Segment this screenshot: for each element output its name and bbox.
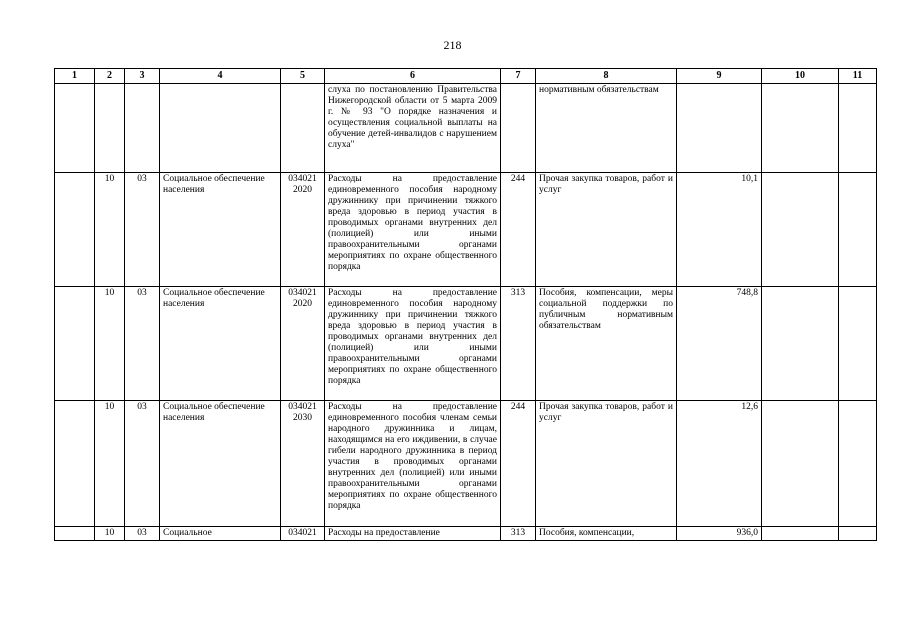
table-row [55,401,877,527]
table-row [55,527,877,541]
subsection-name-cell [160,84,281,173]
target-article-cell: 034021 2020 [281,287,325,401]
table-row [55,84,877,173]
column-header: 6 [325,69,501,84]
table-row [55,287,877,401]
column-header: 11 [839,69,877,84]
target-article-name-cell: Расходы на предоставление единовременного пособия народному дружиннику при причинении тяжкого вреда здоровью в период участия в проводимых органами внутренних дел (полицией) или иными правоохранительными органами мероприятиях по охране общественного порядка [325,173,501,287]
amount-cell [677,84,762,173]
target-article-cell [281,84,325,173]
table-cell [55,84,95,173]
column-header: 8 [536,69,677,84]
subsection-code-cell: 03 [125,401,160,527]
expense-type-name-cell: Прочая закупка товаров, работ и услуг [536,173,677,287]
section-code-cell [95,84,125,173]
target-article-name-cell: слуха по постановлению Правительства Нижегородской области от 5 марта 2009 г. № 93 "О порядке назначения и осуществления социальной выплаты на обучение детей-инвалидов с нарушением слуха" [325,84,501,173]
expense-type-code-cell [501,84,536,173]
subsection-name-cell: Социальное обеспечение населения [160,287,281,401]
table-cell [55,287,95,401]
expense-type-name-cell: Пособия, компенсации, меры социальной поддержки по публичным нормативным обязательствам [536,287,677,401]
table-cell [55,527,95,541]
target-article-cell: 034021 2020 [281,173,325,287]
subsection-code-cell: 03 [125,173,160,287]
target-article-name-cell: Расходы на предоставление единовременного пособия членам семьи народного дружинника и лицам, находящимся на его иждивении, в случае гибели народного дружинника в период участия в проводимых органами внутренних дел (полицией) или иными правоохранительными органами мероприятиях по охране общественного порядка [325,401,501,527]
budget-table [54,68,877,541]
subsection-name-cell: Социальное обеспечение населения [160,173,281,287]
table-cell [762,287,839,401]
subsection-code-cell: 03 [125,527,160,541]
expense-type-code-cell: 313 [501,527,536,541]
column-header: 2 [95,69,125,84]
amount-cell: 936,0 [677,527,762,541]
target-article-name-cell: Расходы на предоставление [325,527,501,541]
table-cell [55,401,95,527]
section-code-cell: 10 [95,173,125,287]
column-header: 7 [501,69,536,84]
table-cell [839,287,877,401]
expense-type-name-cell: Прочая закупка товаров, работ и услуг [536,401,677,527]
target-article-cell: 034021 2030 [281,401,325,527]
amount-cell: 748,8 [677,287,762,401]
subsection-name-cell: Социальное [160,527,281,541]
subsection-name-cell: Социальное обеспечение населения [160,401,281,527]
table-cell [762,401,839,527]
column-header: 1 [55,69,95,84]
table-header-row [55,69,877,84]
section-code-cell: 10 [95,527,125,541]
expense-type-name-cell: нормативным обязательствам [536,84,677,173]
table-cell [839,84,877,173]
table-cell [762,84,839,173]
expense-type-code-cell: 313 [501,287,536,401]
section-code-cell: 10 [95,401,125,527]
target-article-name-cell: Расходы на предоставление единовременного пособия народному дружиннику при причинении тяжкого вреда здоровью в период участия в проводимых органами внутренних дел (полицией) или иными правоохранительными органами мероприятиях по охране общественного порядка [325,287,501,401]
column-header: 10 [762,69,839,84]
table-cell [839,401,877,527]
table-cell [839,173,877,287]
table-cell [762,527,839,541]
expense-type-name-cell: Пособия, компенсации, [536,527,677,541]
column-header: 3 [125,69,160,84]
column-header: 9 [677,69,762,84]
page-number: 218 [443,38,462,52]
amount-cell: 12,6 [677,401,762,527]
target-article-cell: 034021 [281,527,325,541]
subsection-code-cell: 03 [125,287,160,401]
table-row [55,173,877,287]
subsection-code-cell [125,84,160,173]
table-cell [55,173,95,287]
section-code-cell: 10 [95,287,125,401]
table-cell [839,527,877,541]
table-cell [762,173,839,287]
amount-cell: 10,1 [677,173,762,287]
expense-type-code-cell: 244 [501,173,536,287]
column-header: 5 [281,69,325,84]
column-header: 4 [160,69,281,84]
expense-type-code-cell: 244 [501,401,536,527]
